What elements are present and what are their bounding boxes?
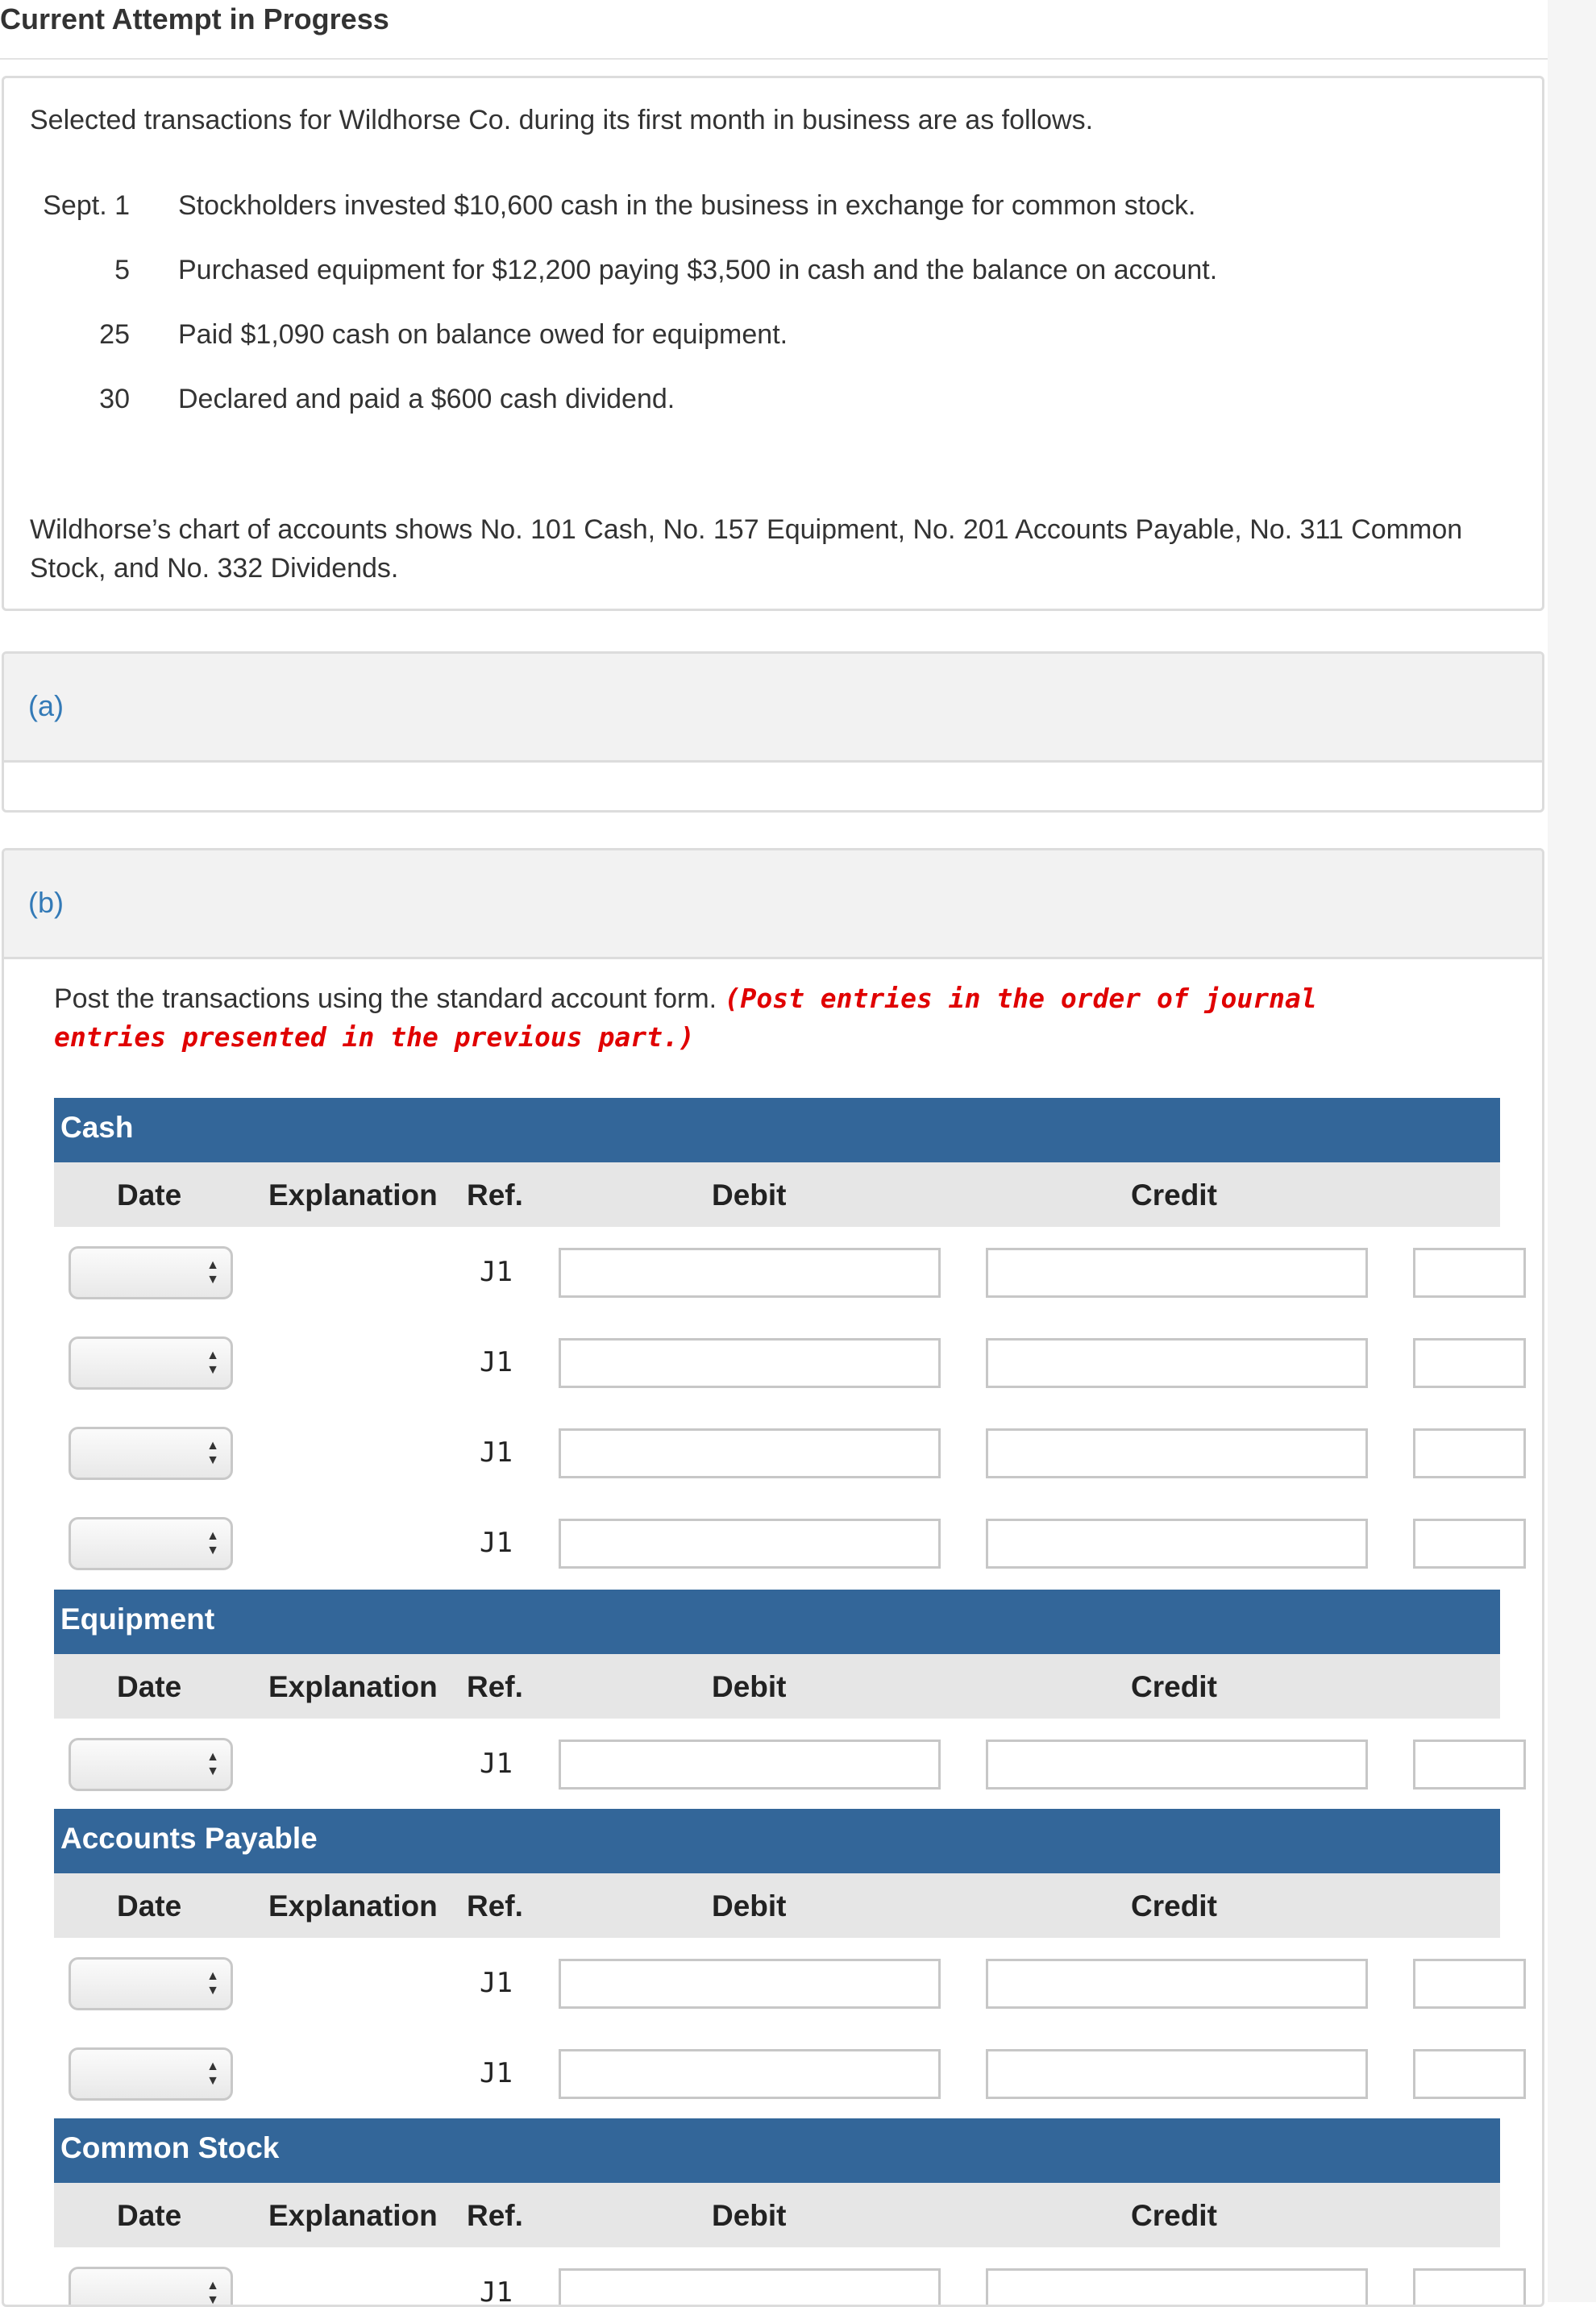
ledger-row <box>54 1317 1500 1407</box>
select-arrows-icon: ▲ ▼ <box>206 1349 219 1377</box>
transaction-text: Purchased equipment for $12,200 paying $3,500 in cash and the balance on account. <box>178 255 1218 285</box>
col-credit: Credit <box>1131 1889 1217 1922</box>
header-divider <box>0 58 1548 60</box>
ref-value: J1 <box>480 2276 513 2307</box>
credit-input[interactable] <box>986 1338 1368 1388</box>
col-date: Date <box>117 1670 182 1703</box>
col-credit: Credit <box>1131 2199 1217 2232</box>
column-header-row <box>54 2183 1500 2247</box>
ledger-row <box>54 1407 1500 1498</box>
debit-input[interactable] <box>559 1740 941 1789</box>
select-arrows-icon: ▲ ▼ <box>206 1969 219 1997</box>
attempt-status-title: Current Attempt in Progress <box>0 2 389 35</box>
col-ref: Ref. <box>467 1178 523 1212</box>
transaction-date: 25 <box>99 319 130 350</box>
instruction-text: Post the transactions using the standard account form. <box>54 983 717 1014</box>
debit-input[interactable] <box>559 1248 941 1298</box>
account-name: Cash <box>60 1111 134 1144</box>
date-select[interactable] <box>69 1427 233 1480</box>
debit-input[interactable] <box>559 2049 941 2099</box>
credit-input[interactable] <box>986 2268 1368 2307</box>
date-select[interactable] <box>69 1246 233 1299</box>
question-intro: Selected transactions for Wildhorse Co. during its first month in business are as follows. <box>30 105 1094 135</box>
col-explanation: Explanation <box>268 1670 438 1703</box>
col-explanation: Explanation <box>268 1889 438 1922</box>
col-debit: Debit <box>712 2199 787 2232</box>
part-b-instruction <box>54 979 1424 1057</box>
ref-value: J1 <box>480 1346 513 1378</box>
select-arrows-icon: ▲ ▼ <box>206 2279 219 2307</box>
date-select[interactable] <box>69 1738 233 1791</box>
date-select[interactable] <box>69 1517 233 1570</box>
balance-input[interactable] <box>1413 2268 1526 2307</box>
col-date: Date <box>117 1178 182 1212</box>
part-a-panel <box>2 651 1544 813</box>
part-a-header[interactable] <box>4 654 1542 763</box>
credit-input[interactable] <box>986 1428 1368 1478</box>
col-date: Date <box>117 2199 182 2232</box>
account-accounts-payable <box>54 1809 1500 2118</box>
balance-input[interactable] <box>1413 1959 1526 2009</box>
credit-input[interactable] <box>986 1519 1368 1569</box>
part-b-panel <box>2 848 1544 2307</box>
ledger-row <box>54 1938 1500 2028</box>
part-b-label[interactable]: (b) <box>28 886 64 919</box>
part-b-header[interactable] <box>4 850 1542 959</box>
account-title-bar <box>54 1590 1500 1654</box>
ref-value: J1 <box>480 1436 513 1469</box>
date-select[interactable] <box>69 2267 233 2307</box>
balance-input[interactable] <box>1413 1519 1526 1569</box>
transaction-text: Declared and paid a $600 cash dividend. <box>178 384 675 414</box>
account-name: Common Stock <box>60 2131 280 2164</box>
balance-input[interactable] <box>1413 1248 1526 1298</box>
right-gutter <box>1548 0 1596 2302</box>
account-title-bar <box>54 1098 1500 1162</box>
account-name: Accounts Payable <box>60 1822 318 1855</box>
account-title-bar <box>54 1809 1500 1873</box>
select-arrows-icon: ▲ ▼ <box>206 1529 219 1557</box>
debit-input[interactable] <box>559 1959 941 2009</box>
ledger-row <box>54 2028 1500 2118</box>
chart-of-accounts-note: Wildhorse’s chart of accounts shows No. 101 Cash, No. 157 Equipment, No. 201 Accounts Payable, No. 311 Common Stock, and No. 332 Dividends. <box>30 514 1463 584</box>
ledger-row <box>54 1719 1500 1809</box>
ref-value: J1 <box>480 1527 513 1559</box>
ref-value: J1 <box>480 1967 513 1999</box>
debit-input[interactable] <box>559 1519 941 1569</box>
credit-input[interactable] <box>986 1248 1368 1298</box>
select-arrows-icon: ▲ ▼ <box>206 1750 219 1778</box>
col-date: Date <box>117 1889 182 1922</box>
transaction-date: 30 <box>99 384 130 414</box>
debit-input[interactable] <box>559 1428 941 1478</box>
col-debit: Debit <box>712 1178 787 1212</box>
balance-input[interactable] <box>1413 1428 1526 1478</box>
col-credit: Credit <box>1131 1178 1217 1212</box>
account-equipment <box>54 1590 1500 1809</box>
col-explanation: Explanation <box>268 2199 438 2232</box>
col-ref: Ref. <box>467 2199 523 2232</box>
transaction-text: Stockholders invested $10,600 cash in the business in exchange for common stock. <box>178 190 1196 221</box>
part-a-label[interactable]: (a) <box>28 689 64 722</box>
date-select[interactable] <box>69 1336 233 1390</box>
column-header-row <box>54 1654 1500 1719</box>
select-arrows-icon: ▲ ▼ <box>206 2060 219 2088</box>
col-debit: Debit <box>712 1889 787 1922</box>
ref-value: J1 <box>480 2057 513 2089</box>
credit-input[interactable] <box>986 2049 1368 2099</box>
ledger-row <box>54 2247 1500 2307</box>
account-common-stock <box>54 2118 1500 2307</box>
date-select[interactable] <box>69 2047 233 2101</box>
ledger-row <box>54 1227 1500 1317</box>
col-credit: Credit <box>1131 1670 1217 1703</box>
select-arrows-icon: ▲ ▼ <box>206 1258 219 1287</box>
select-arrows-icon: ▲ ▼ <box>206 1439 219 1467</box>
debit-input[interactable] <box>559 2268 941 2307</box>
col-ref: Ref. <box>467 1670 523 1703</box>
transaction-date: 5 <box>114 255 130 285</box>
question-panel <box>2 76 1544 611</box>
account-name: Equipment <box>60 1602 215 1636</box>
col-debit: Debit <box>712 1670 787 1703</box>
column-header-row <box>54 1873 1500 1938</box>
transaction-text: Paid $1,090 cash on balance owed for equipment. <box>178 319 788 350</box>
date-select[interactable] <box>69 1957 233 2010</box>
ledger-row <box>54 1498 1500 1588</box>
balance-input[interactable] <box>1413 1338 1526 1388</box>
instruction-note: (Post entries in the order of journal entries presented in the previous part.) <box>54 983 1317 1053</box>
credit-input[interactable] <box>986 1740 1368 1789</box>
balance-input[interactable] <box>1413 2049 1526 2099</box>
transaction-date: Sept. 1 <box>43 190 130 221</box>
account-cash <box>54 1098 1500 1590</box>
column-header-row <box>54 1162 1500 1227</box>
balance-input[interactable] <box>1413 1740 1526 1789</box>
debit-input[interactable] <box>559 1338 941 1388</box>
col-ref: Ref. <box>467 1889 523 1922</box>
credit-input[interactable] <box>986 1959 1368 2009</box>
account-title-bar <box>54 2118 1500 2183</box>
ref-value: J1 <box>480 1256 513 1288</box>
col-explanation: Explanation <box>268 1178 438 1212</box>
ref-value: J1 <box>480 1748 513 1780</box>
